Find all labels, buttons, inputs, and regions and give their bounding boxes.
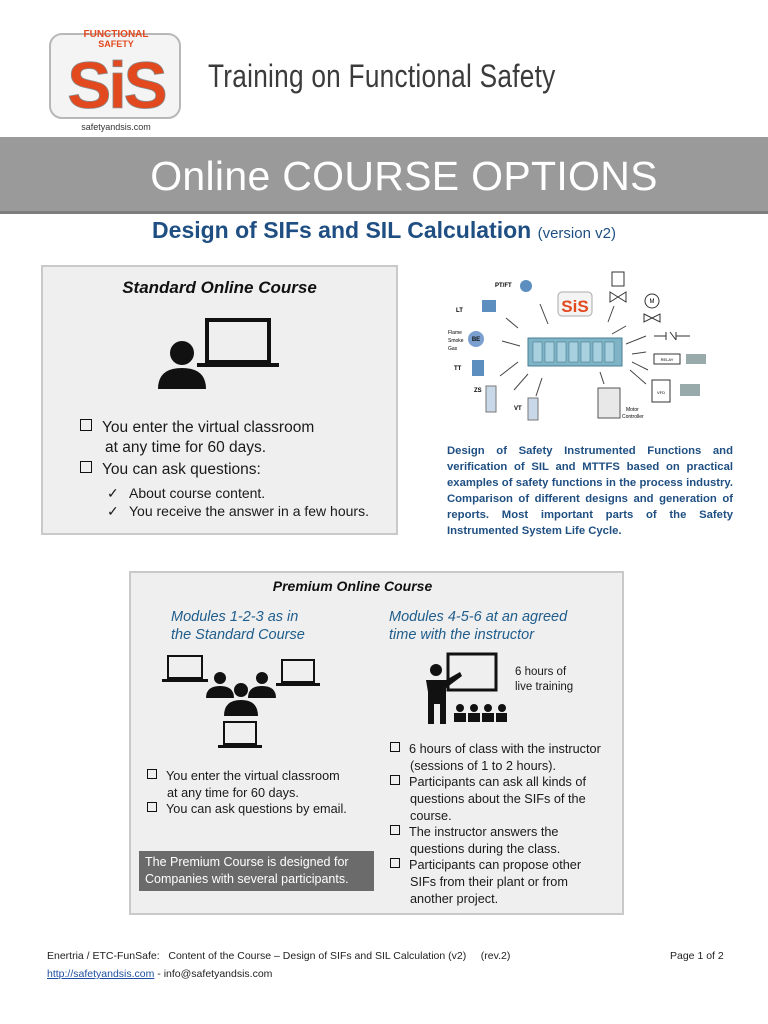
check-icon: ✓	[107, 503, 119, 519]
person-laptop-icon	[155, 318, 281, 397]
course-description: Design of Safety Instrumented Functions and verification of SIL and MTTFS based on practical examples of safety functions in the process industry. Comparison of different designs and generation of reports. Most important parts of the Safety Instrumented System Life Cycle.	[447, 445, 733, 537]
premium-course-title: Premium Online Course	[272, 578, 433, 594]
standard-course-title: Standard Online Course	[122, 278, 317, 297]
banner-title: Online COURSE OPTIONS	[150, 153, 658, 199]
premium-note: The Premium Course is designed for Companies with several participants.	[139, 851, 374, 891]
checkbox-square-icon	[390, 825, 400, 835]
modules-right-label: Modules 4-5-6 at an agreed time with the instructor	[389, 609, 568, 643]
checkbox-square-icon	[390, 858, 400, 868]
modules-left-label: Modules 1-2-3 as in the Standard Course	[171, 609, 305, 643]
group-laptops-icon	[162, 654, 322, 755]
check-icon: ✓	[107, 485, 119, 501]
live-training-label: 6 hours of live training	[515, 666, 574, 693]
svg-text:VFD: VFD	[657, 390, 665, 395]
subtitle-version: (version v2)	[537, 225, 616, 242]
prem-right-bullet-3: The instructor answers the questions during the class.	[390, 824, 560, 858]
vibration-transmitter-icon	[528, 398, 538, 420]
checkbox-square-icon	[80, 461, 92, 473]
vfd-motor-icon	[680, 384, 700, 396]
prem-left-bullet-1: You enter the virtual classroom at any time for 60 days.	[147, 768, 340, 802]
std-bullet-1: You enter the virtual classroom at any time for 60 days.	[80, 418, 314, 458]
footer-page-number: Page 1 of 2	[670, 950, 724, 962]
prem-left-bullet-2: You can ask questions by email.	[147, 801, 347, 818]
checkbox-square-icon	[390, 742, 400, 752]
svg-text:Motor: Motor	[626, 407, 639, 413]
svg-text:Smoke: Smoke	[448, 338, 464, 344]
std-bullet-2: You can ask questions:	[80, 460, 261, 480]
relay-device-icon	[686, 354, 706, 364]
svg-text:ZS: ZS	[474, 388, 482, 394]
checkbox-square-icon	[80, 419, 92, 431]
logo-main-text: SiS	[67, 48, 165, 122]
svg-text:Gas: Gas	[448, 346, 458, 352]
svg-text:VT: VT	[514, 406, 522, 412]
footer-email: - info@safetyandsis.com	[154, 968, 273, 980]
sis-logo-graphic	[48, 28, 184, 138]
prem-right-bullet-1: 6 hours of class with the instructor (sessions of 1 to 2 hours).	[390, 741, 601, 775]
subtitle-main: Design of SIFs and SIL Calculation	[152, 217, 532, 243]
logo-top2-text: SAFETY	[98, 39, 134, 49]
logo-site-text: safetyandsis.com	[81, 122, 151, 132]
footer-contact	[47, 968, 272, 980]
prem-right-bullet-2: Participants can ask all kinds of questions about the SIFs of the course.	[390, 774, 586, 825]
temperature-transmitter-icon	[472, 360, 484, 376]
checkbox-square-icon	[390, 775, 400, 785]
svg-text:PT/FT: PT/FT	[495, 283, 512, 289]
position-switch-icon	[486, 386, 496, 412]
svg-text:SiS: SiS	[561, 297, 589, 316]
svg-text:RELAY: RELAY	[660, 357, 674, 362]
prem-right-bullet-4: Participants can propose other SIFs from their plant or from another project.	[390, 857, 581, 908]
checkbox-square-icon	[147, 802, 157, 812]
footer-course-info: Enertria / ETC-FunSafe: Content of the Course – Design of SIFs and SIL Calculation (v2) (rev.2)	[47, 950, 511, 962]
svg-text:BE: BE	[471, 337, 481, 343]
valve-icon	[610, 292, 626, 302]
motor-controller-icon	[598, 388, 620, 418]
level-transmitter-icon	[482, 300, 496, 312]
logo-top-text: FUNCTIONAL	[83, 29, 149, 40]
std-check-2: ✓ You receive the answer in a few hours.	[107, 503, 369, 519]
svg-text:LT: LT	[456, 308, 463, 314]
solenoid-icon	[612, 272, 624, 286]
tagline: Training on Functional Safety	[208, 58, 556, 94]
std-check-1: ✓ About course content.	[107, 485, 266, 501]
course-subtitle	[0, 217, 768, 244]
checkbox-square-icon	[147, 769, 157, 779]
svg-text:M: M	[649, 299, 655, 305]
svg-text:Flame: Flame	[448, 330, 462, 336]
website-link[interactable]: http://safetyandsis.com	[47, 968, 155, 980]
svg-text:Controller: Controller	[622, 414, 644, 420]
svg-text:TT: TT	[454, 366, 462, 372]
sis-architecture-diagram	[440, 266, 730, 428]
pressure-transmitter-icon	[520, 280, 532, 292]
sis-logo	[48, 28, 184, 138]
instructor-board-icon	[420, 652, 508, 731]
